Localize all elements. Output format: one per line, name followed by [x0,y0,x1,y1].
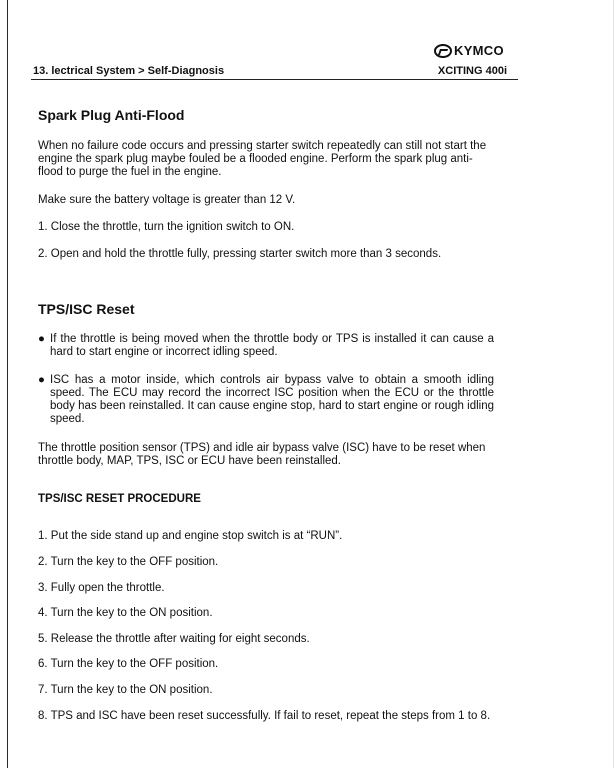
tps-bullet-text: If the throttle is being moved when the throttle body or TPS is installed it can cause a hard to start engine or incorrect idling speed. [50,333,494,358]
procedure-step-3: 3. Fully open the throttle. [38,582,165,594]
procedure-step-6: 6. Turn the key to the OFF position. [38,658,219,670]
spark-step-2: 2. Open and hold the throttle fully, pressing starter switch more than 3 seconds. [38,248,442,260]
tps-reset-note: The throttle position sensor (TPS) and idle air bypass valve (ISC) have to be reset when throttle body, MAP, TPS, ISC or ECU have been reinstalled. [38,442,486,467]
bullet-icon: ● [38,374,45,386]
header-divider [31,79,518,80]
procedure-step-7: 7. Turn the key to the ON position. [38,684,213,696]
procedure-step-4: 4. Turn the key to the ON position. [38,607,213,619]
bullet-icon: ● [38,333,45,345]
procedure-step-1: 1. Put the side stand up and engine stop switch is at “RUN”. [38,530,343,542]
procedure-title: TPS/ISC RESET PROCEDURE [38,493,201,505]
spark-plug-intro: When no failure code occurs and pressing starter switch repeatedly can still not start the engine the spark plug maybe fouled be a flooded engine. Perform the spark plug anti-flood to purge the fuel in the engine. [38,140,487,178]
tps-isc-title: TPS/ISC Reset [38,301,135,317]
spark-plug-title: Spark Plug Anti-Flood [38,107,185,123]
tps-bullet-1 [38,333,494,359]
procedure-step-8: 8. TPS and ISC have been reset successfully. If fail to reset, repeat the steps from 1 to 8. [38,710,491,722]
page-left-border [7,0,8,768]
battery-note: Make sure the battery voltage is greater than 12 V. [38,194,296,206]
procedure-step-2: 2. Turn the key to the OFF position. [38,556,219,568]
tps-bullet-text: ISC has a motor inside, which controls air bypass valve to obtain a smooth idling speed. The ECU may record the incorrect ISC position when the ECU or the throttle body has been reinstalled. It can cause engine stop, hard to start engine or rough idling speed. [50,374,494,425]
kymco-logo-icon [434,44,452,58]
procedure-step-5: 5. Release the throttle after waiting for eight seconds. [38,633,310,645]
section-breadcrumb: 13. lectrical System > Self-Diagnosis [33,65,225,77]
brand-logo [434,43,504,58]
tps-bullet-2 [38,374,494,426]
brand-name: KYMCO [454,43,504,58]
spark-step-1: 1. Close the throttle, turn the ignition switch to ON. [38,221,295,233]
model-name: XCITING 400i [437,65,507,77]
